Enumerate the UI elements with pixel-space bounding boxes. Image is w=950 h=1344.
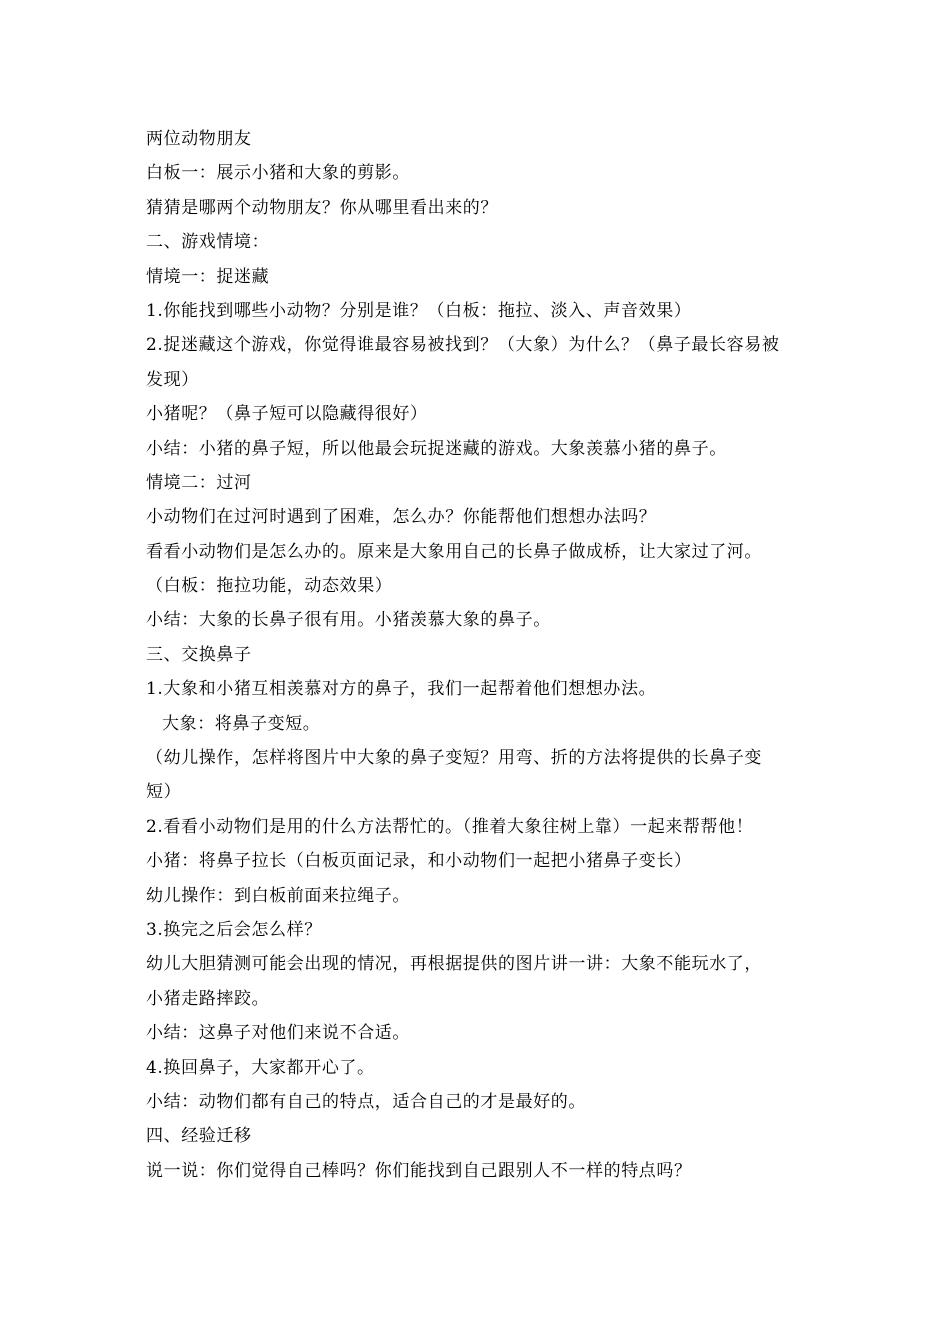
text-line: 小猪呢？（鼻子短可以隐藏得很好） xyxy=(146,404,428,425)
text-line: 小猪走路摔跤。 xyxy=(146,988,270,1009)
text-line: （幼儿操作，怎样将图片中大象的鼻子变短？用弯、折的方法将提供的长鼻子变 xyxy=(146,748,762,769)
text-line: 大象：将鼻子变短。 xyxy=(162,713,321,734)
text-line: 4.换回鼻子，大家都开心了。 xyxy=(146,1057,375,1078)
text-line: 短） xyxy=(146,782,182,803)
section-heading: 三、交换鼻子 xyxy=(146,644,252,665)
text-line: 看看小动物们是怎么办的。原来是大象用自己的长鼻子做成桥，让大家过了河。 xyxy=(146,541,762,562)
text-line: 小结：这鼻子对他们来说不合适。 xyxy=(146,1023,410,1044)
text-line: 小结：动物们都有自己的特点，适合自己的才是最好的。 xyxy=(146,1091,586,1112)
text-line: 幼儿操作：到白板前面来拉绳子。 xyxy=(146,885,410,906)
text-line: 小猪：将鼻子拉长（白板页面记录，和小动物们一起把小猪鼻子变长） xyxy=(146,851,692,872)
subsection-heading: 情境一：捉迷藏 xyxy=(146,266,270,287)
text-line: 2.看看小动物们是用的什么方法帮忙的。（推着大象往树上靠）一起来帮帮他！ xyxy=(146,816,754,837)
text-line: 2.捉迷藏这个游戏，你觉得谁最容易被找到？（大象）为什么？（鼻子最长容易被 xyxy=(146,335,780,356)
text-line: 猜猜是哪两个动物朋友？你从哪里看出来的？ xyxy=(146,197,498,218)
text-line: 幼儿大胆猜测可能会出现的情况，再根据提供的图片讲一讲：大象不能玩水了， xyxy=(146,954,762,975)
section-heading: 二、游戏情境： xyxy=(146,232,270,253)
text-line: 发现） xyxy=(146,369,199,390)
document-body xyxy=(146,122,816,1188)
text-line: 说一说：你们觉得自己棒吗？你们能找到自己跟别人不一样的特点吗？ xyxy=(146,1160,692,1181)
text-line: 3.换完之后会怎么样？ xyxy=(146,919,322,940)
text-line: 小结：大象的长鼻子很有用。小猪羡慕大象的鼻子。 xyxy=(146,610,551,631)
text-line: 1.你能找到哪些小动物？分别是谁？（白板：拖拉、淡入、声音效果） xyxy=(146,300,692,321)
subsection-heading: 情境二：过河 xyxy=(146,472,252,493)
text-line: 两位动物朋友 xyxy=(146,129,252,149)
section-heading: 四、经验迁移 xyxy=(146,1126,252,1147)
text-line: 小结：小猪的鼻子短，所以他最会玩捉迷藏的游戏。大象羡慕小猪的鼻子。 xyxy=(146,438,727,459)
text-line: （白板：拖拉功能，动态效果） xyxy=(146,576,393,597)
text-line: 小动物们在过河时遇到了困难，怎么办？你能帮他们想想办法吗？ xyxy=(146,507,657,528)
text-line: 白板一：展示小猪和大象的剪影。 xyxy=(146,163,410,184)
text-line: 1.大象和小猪互相羡慕对方的鼻子，我们一起帮着他们想想办法。 xyxy=(146,679,657,700)
